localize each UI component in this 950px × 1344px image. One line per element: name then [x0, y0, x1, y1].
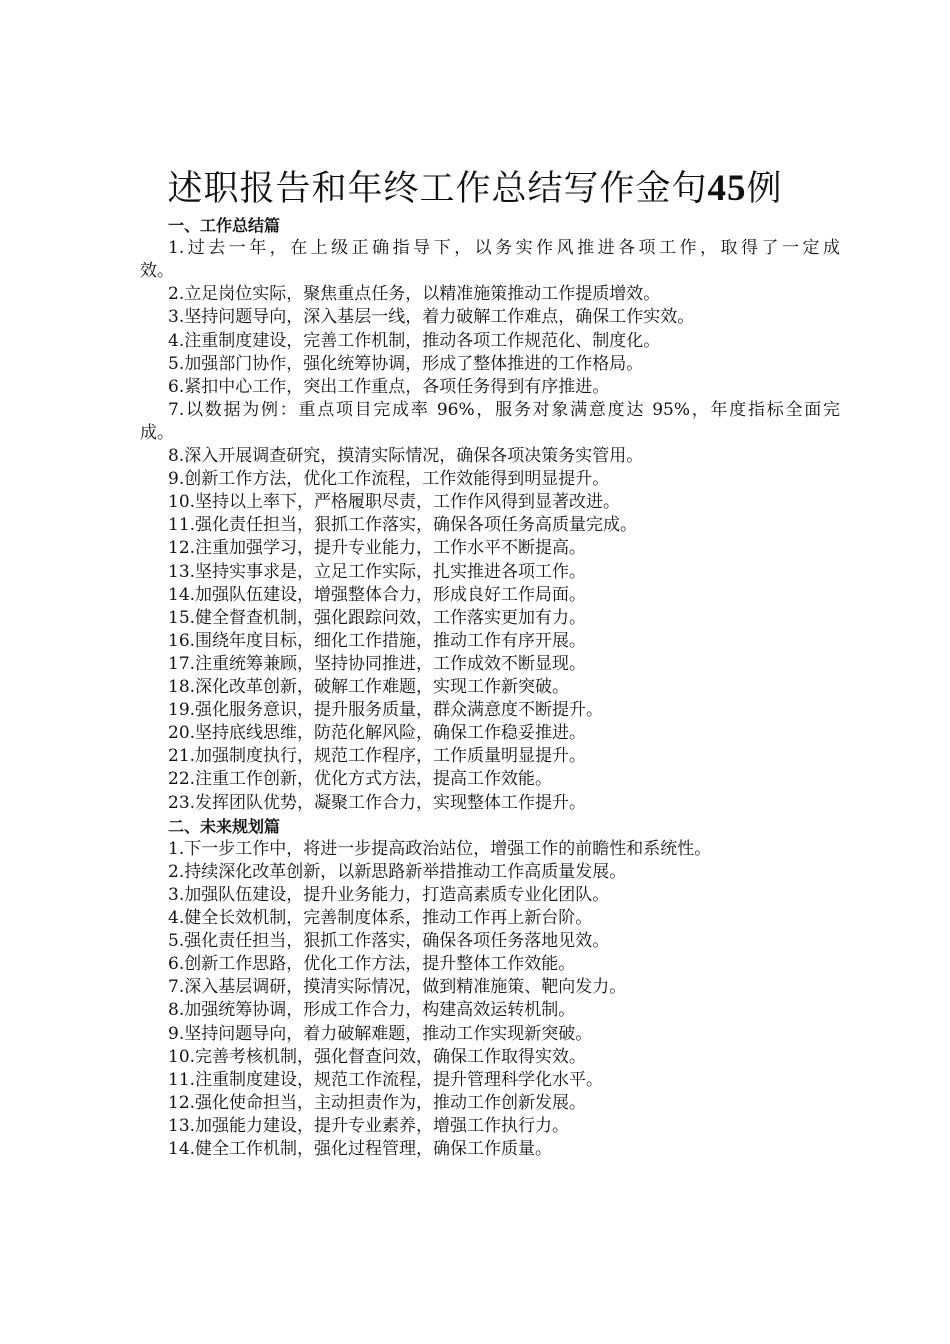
list-item: 11.强化责任担当，狠抓工作落实，确保各项任务高质量完成。	[168, 515, 638, 536]
list-item: 6.创新工作思路，优化工作方法，提升整体工作效能。	[168, 954, 576, 975]
list-item: 7.以数据为例：重点项目完成率 96%，服务对象满意度达 95%，年度指标全面完	[168, 399, 840, 420]
list-item: 13.坚持实事求是，立足工作实际，扎实推进各项工作。	[168, 561, 587, 582]
list-item: 10.坚持以上率下，严格履职尽责，工作作风得到显著改进。	[168, 492, 621, 513]
title-suffix: 例	[746, 169, 783, 209]
list-item: 14.健全工作机制，强化过程管理，确保工作质量。	[168, 1139, 553, 1159]
list-item: 12.强化使命担当，主动担责作为，推动工作创新发展。	[168, 1092, 587, 1113]
list-item: 8.深入开展调查研究，摸清实际情况，确保各项决策务实管用。	[168, 446, 644, 466]
list-item: 3.坚持问题导向，深入基层一线，着力破解工作难点，确保工作实效。	[168, 307, 695, 328]
list-item: 4.健全长效机制，完善制度体系，推动工作再上新台阶。	[168, 908, 593, 928]
list-item: 6.紧扣中心工作，突出工作重点，各项任务得到有序推进。	[168, 376, 610, 397]
section-heading: 一、工作总结篇	[168, 216, 281, 235]
list-item: 16.围绕年度目标，细化工作措施，推动工作有序开展。	[168, 630, 587, 651]
list-item: 19.强化服务意识，提升服务质量，群众满意度不断提升。	[168, 700, 604, 721]
list-item: 17.注重统筹兼顾，坚持协同推进，工作成效不断显现。	[168, 653, 587, 674]
list-item-continuation: 效。	[140, 261, 174, 282]
section-heading: 二、未来规划篇	[168, 816, 281, 836]
list-item: 7.深入基层调研，摸清实际情况，做到精准施策、靶向发力。	[168, 977, 627, 998]
document-title	[0, 164, 950, 214]
list-item: 21.加强制度执行，规范工作程序，工作质量明显提升。	[168, 746, 587, 767]
list-item: 2.立足岗位实际，聚焦重点任务，以精准施策推动工作提质增效。	[168, 284, 661, 305]
title-text: 述职报告和年终工作总结写作金句	[167, 169, 708, 209]
list-item: 8.加强统筹协调，形成工作合力，构建高效运转机制。	[168, 1000, 576, 1021]
list-item: 9.坚持问题导向，着力破解难题，推动工作实现新突破。	[168, 1023, 593, 1044]
list-item: 13.加强能力建设，提升专业素养，增强工作执行力。	[168, 1115, 570, 1136]
list-item: 5.强化责任担当，狠抓工作落实，确保各项任务落地见效。	[168, 931, 610, 952]
list-item: 2.持续深化改革创新，以新思路新举措推动工作高质量发展。	[168, 861, 627, 882]
list-item: 22.注重工作创新，优化方式方法，提高工作效能。	[168, 769, 553, 790]
list-item: 15.健全督查机制，强化跟踪问效，工作落实更加有力。	[168, 607, 587, 628]
list-item: 5.加强部门协作，强化统筹协调，形成了整体推进的工作格局。	[168, 353, 644, 374]
title-number: 45	[707, 168, 747, 209]
list-item: 12.注重加强学习，提升专业能力，工作水平不断提高。	[168, 538, 587, 559]
list-item: 1.下一步工作中，将进一步提高政治站位，增强工作的前瞻性和系统性。	[168, 838, 712, 859]
list-item-continuation: 成。	[140, 422, 174, 443]
list-item: 20.坚持底线思维，防范化解风险，确保工作稳妥推进。	[168, 723, 587, 744]
list-item: 10.完善考核机制，强化督查问效，确保工作取得实效。	[168, 1046, 587, 1067]
list-item: 23.发挥团队优势，凝聚工作合力，实现整体工作提升。	[168, 792, 587, 813]
list-item: 11.注重制度建设，规范工作流程，提升管理科学化水平。	[168, 1069, 604, 1090]
list-item: 3.加强队伍建设，提升业务能力，打造高素质专业化团队。	[168, 884, 610, 905]
list-item: 14.加强队伍建设，增强整体合力，形成良好工作局面。	[168, 584, 587, 605]
list-item: 1.过去一年，在上级正确指导下，以务实作风推进各项工作，取得了一定成	[168, 238, 840, 259]
list-item: 9.创新工作方法，优化工作流程，工作效能得到明显提升。	[168, 469, 610, 490]
list-item: 18.深化改革创新，破解工作难题，实现工作新突破。	[168, 677, 570, 697]
list-item: 4.注重制度建设，完善工作机制，推动各项工作规范化、制度化。	[168, 330, 661, 351]
